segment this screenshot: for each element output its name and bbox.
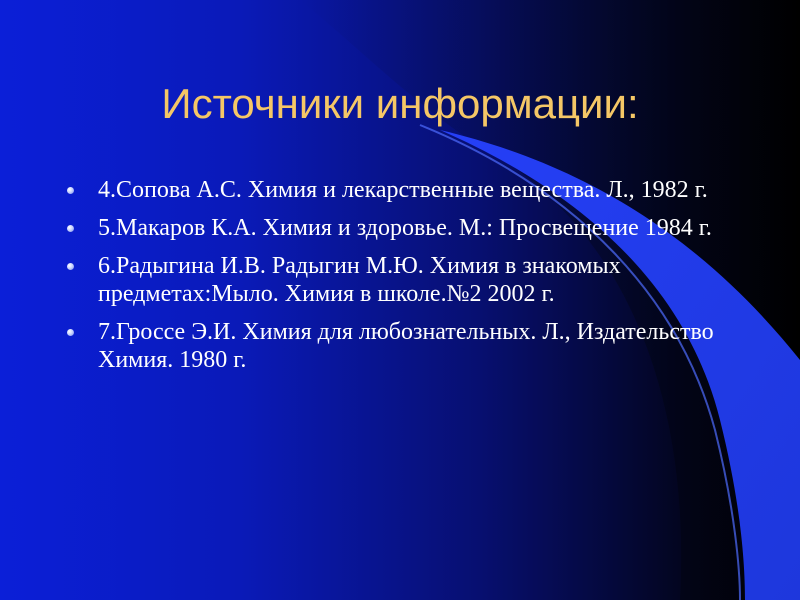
list-item xyxy=(70,214,750,242)
bullet-icon xyxy=(67,263,74,270)
list-item-text: 5.Макаров К.А. Химия и здоровье. М.: Просвещение 1984 г. xyxy=(98,215,712,241)
bullet-icon xyxy=(67,225,74,232)
list-item-text: 4.Сопова А.С. Химия и лекарственные вещества. Л., 1982 г. xyxy=(98,177,708,203)
list-item-text: 6.Радыгина И.В. Радыгин М.Ю. Химия в знакомых предметах:Мыло. Химия в школе.№2 2002 г. xyxy=(98,253,621,307)
slide-title: Источники информации: xyxy=(161,80,639,127)
list-item xyxy=(70,176,750,204)
list-item xyxy=(70,318,750,374)
bullet-icon xyxy=(67,329,74,336)
bullet-icon xyxy=(67,187,74,194)
sources-list xyxy=(70,176,750,384)
list-item-text: 7.Гроссе Э.И. Химия для любознательных. Л., Издательство Химия. 1980 г. xyxy=(98,319,714,373)
list-item xyxy=(70,252,750,308)
